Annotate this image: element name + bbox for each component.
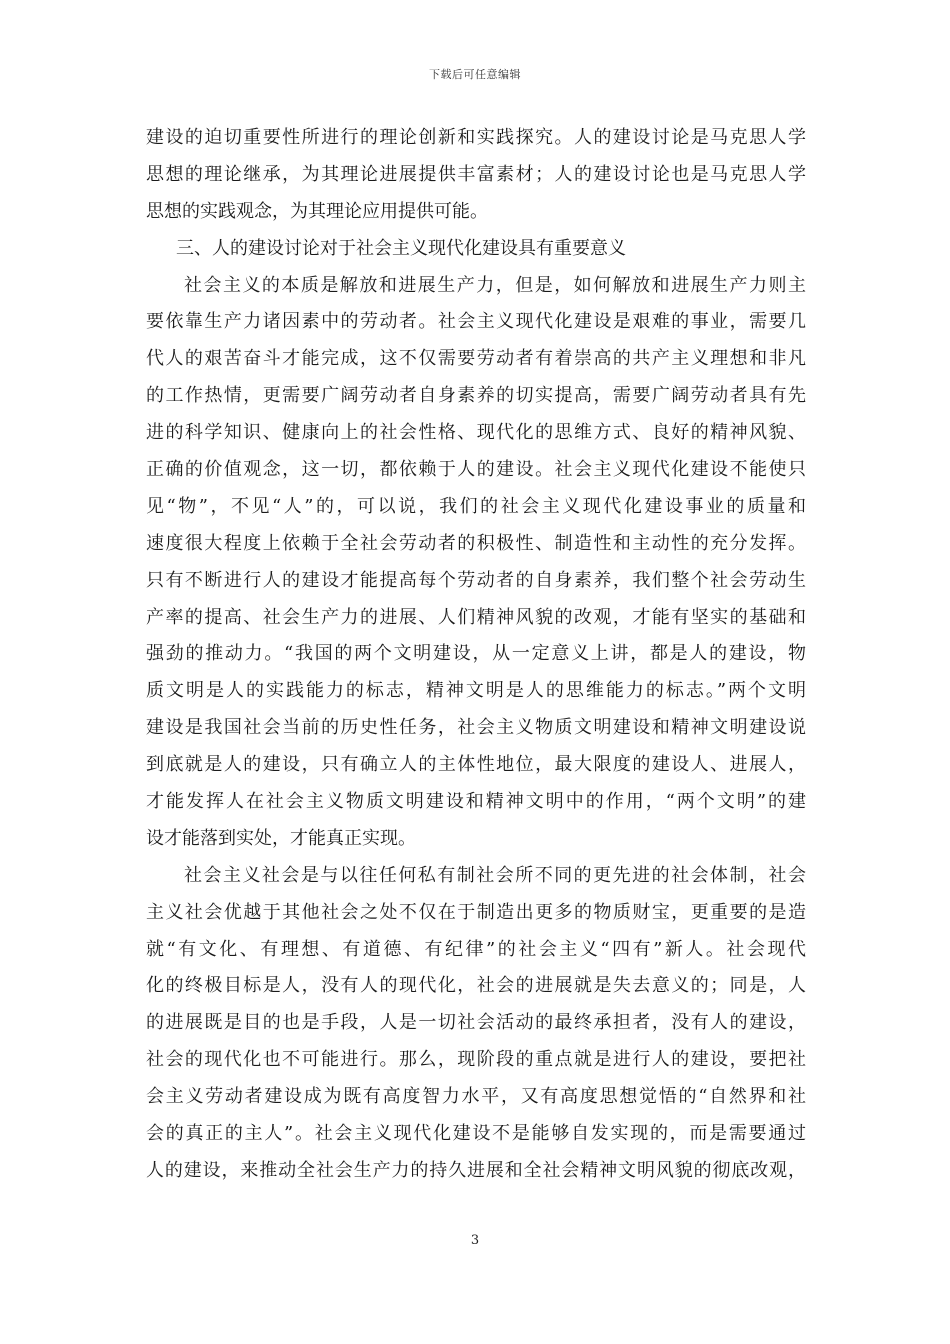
text-line: 速度很大程度上依赖于全社会劳动者的积极性、制造性和主动性的充分发挥。 [146, 532, 806, 554]
text-line: 质文明是人的实践能力的标志，精神文明是人的思维能力的标志。”两个文明 [146, 680, 806, 702]
text-line: 建设的迫切重要性所进行的理论创新和实践探究。人的建设讨论是马克思人学 [146, 127, 806, 148]
text-line: 思想的实践观念，为其理论应用提供可能。 [146, 200, 488, 222]
text-line: 设才能落到实处，才能真正实现。 [146, 827, 416, 849]
text-line: 社会主义的本质是解放和进展生产力，但是，如何解放和进展生产力则主 [184, 274, 806, 296]
text-line: 的进展既是目的也是手段，人是一切社会活动的最终承担者，没有人的建设， [146, 1012, 806, 1034]
text-line: 到底就是人的建设，只有确立人的主体性地位，最大限度的建设人、进展人， [146, 754, 806, 776]
text-line: 正确的价值观念，这一切，都依赖于人的建设。社会主义现代化建设不能使只 [146, 459, 806, 481]
page-number: 3 [470, 1233, 480, 1248]
text-line: 才能发挥人在社会主义物质文明建设和精神文明中的作用，“两个文明”的建 [146, 791, 806, 813]
text-line: 产率的提高、社会生产力的进展、人们精神风貌的改观，才能有坚实的基础和 [146, 606, 806, 628]
text-line: 要依靠生产力诸因素中的劳动者。社会主义现代化建设是艰难的事业，需要几 [146, 311, 806, 333]
text-line: 化的终极目标是人，没有人的现代化，社会的进展就是失去意义的；同是，人 [146, 975, 806, 997]
text-line: 见“物”，不见“人”的，可以说，我们的社会主义现代化建设事业的质量和 [146, 495, 806, 517]
text-line: 进的科学知识、健康向上的社会性格、现代化的思维方式、良好的精神风貌、 [146, 422, 806, 444]
text-line: 社会主义社会是与以往任何私有制社会所不同的更先进的社会体制，社会 [184, 864, 806, 886]
text-line: 思想的理论继承，为其理论进展提供丰富素材；人的建设讨论也是马克思人学 [146, 163, 806, 185]
text-line: 的工作热情，更需要广阔劳动者自身素养的切实提高，需要广阔劳动者具有先 [146, 385, 806, 407]
page-header: 下载后可任意编辑 [429, 68, 521, 81]
text-line: 只有不断进行人的建设才能提高每个劳动者的自身素养，我们整个社会劳动生 [146, 569, 806, 591]
text-line: 社会的现代化也不可能进行。那么，现阶段的重点就是进行人的建设，要把社 [146, 1049, 806, 1071]
text-line: 会的真正的主人”。社会主义现代化建设不是能够自发实现的，而是需要通过 [146, 1123, 806, 1145]
section-heading: 三、人的建设讨论对于社会主义现代化建设具有重要意义 [176, 237, 626, 259]
text-line: 会主义劳动者建设成为既有高度智力水平，又有高度思想觉悟的“自然界和社 [146, 1086, 806, 1108]
text-line: 主义社会优越于其他社会之处不仅在于制造出更多的物质财宝，更重要的是造 [146, 901, 806, 923]
text-line: 就“有文化、有理想、有道德、有纪律”的社会主义“四有”新人。社会现代 [146, 938, 806, 960]
text-line: 建设是我国社会当前的历史性任务，社会主义物质文明建设和精神文明建设说 [146, 717, 806, 739]
document-body [146, 120, 806, 1190]
text-line: 人的建设，来推动全社会生产力的持久进展和全社会精神文明风貌的彻底改观， [146, 1159, 806, 1181]
text-line: 强劲的推动力。“我国的两个文明建设，从一定意义上讲，都是人的建设，物 [146, 643, 806, 665]
text-line: 代人的艰苦奋斗才能完成，这不仅需要劳动者有着崇高的共产主义理想和非凡 [146, 348, 806, 370]
